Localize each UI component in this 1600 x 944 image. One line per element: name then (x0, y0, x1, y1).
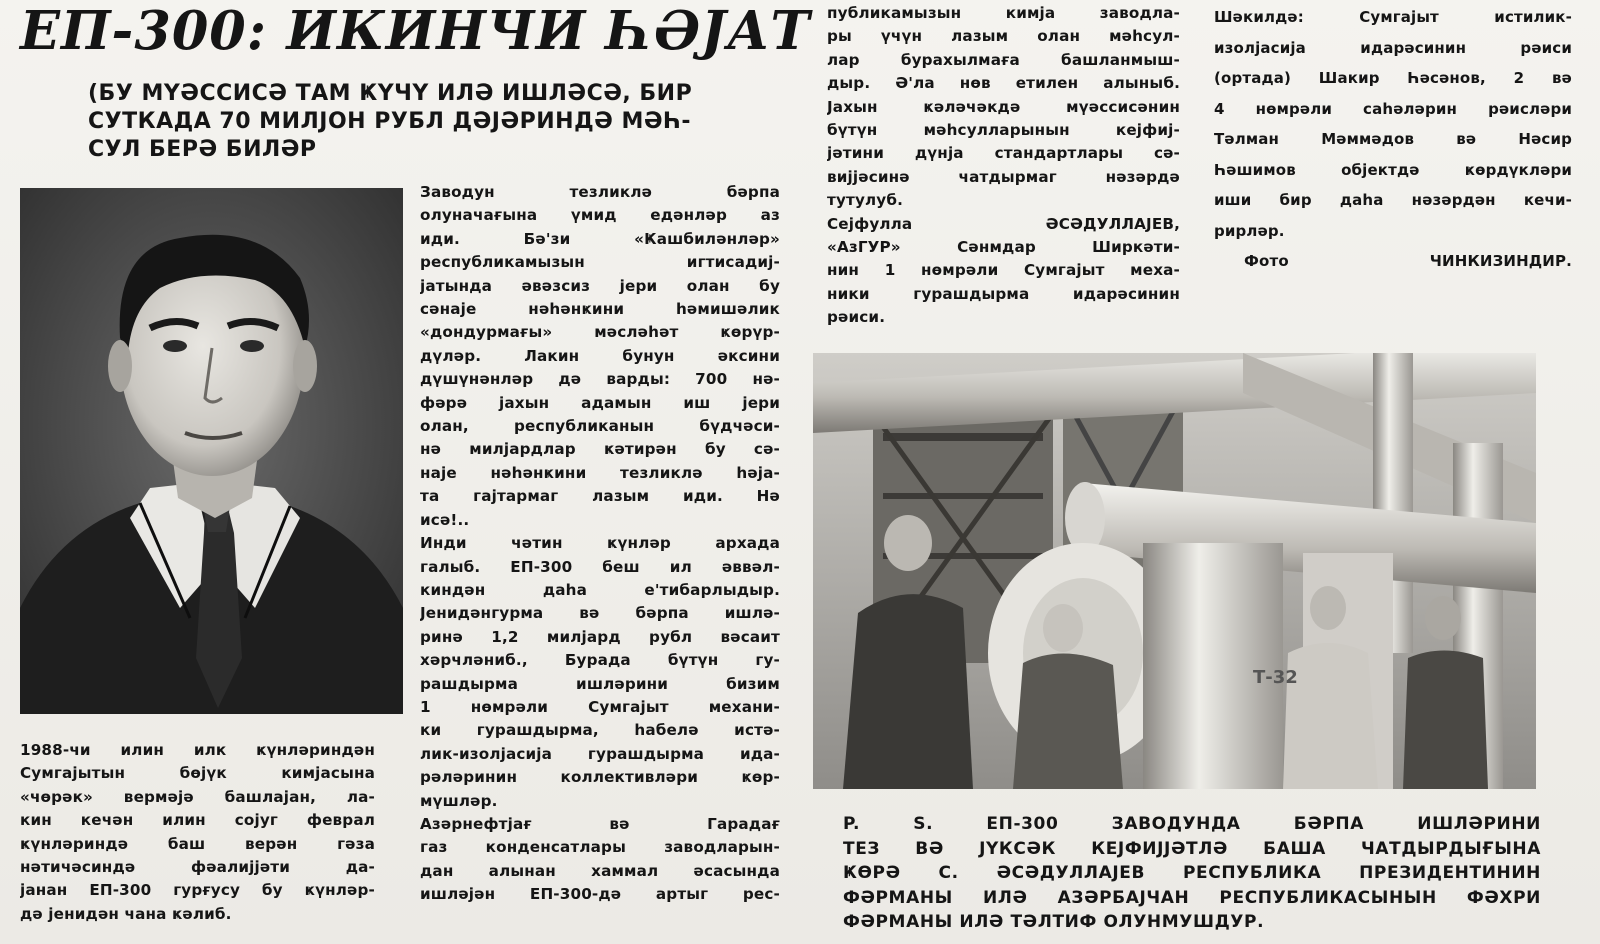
postscript (843, 812, 1541, 935)
body-line: газ конденсатлары заводларын- (420, 838, 780, 857)
body-line: тутулуб. (827, 191, 904, 210)
body-line: рәләринин коллективләри ҝөр- (420, 768, 780, 787)
subhead-line: СУЛ БЕРӘ БИЛӘР (88, 137, 317, 162)
body-line: республикамызын игтисадиј- (420, 253, 780, 272)
body-line: ры үчүн лазым олан мәһсул- (827, 27, 1180, 46)
signature-line: нин 1 нөмрәли Сумгајыт меха- (827, 261, 1180, 280)
body-line: «дондурмағы» мәсләһәт ҝөрүр- (420, 323, 780, 342)
caption-line: дә јенидән чана ҝәлиб. (20, 904, 232, 923)
body-line: нә милјардлар ҝәтирән бу сә- (420, 440, 780, 459)
ps-line: ТЕЗ ВӘ ЈҮКСӘК КЕЈФИЈЈӘТЛӘ БАША ЧАТДЫРДЫҒЫНА (843, 838, 1541, 859)
body-line: Инди чәтин ҝүнләр архада (420, 534, 780, 553)
body-line: олуначағына үмид едәнләр аз (420, 206, 780, 225)
body-line: та гајтармаг лазым иди. Нә (420, 487, 780, 506)
body-line: дүләр. Лакин бунун әксини (420, 346, 780, 365)
body-line: публикамызын кимја заводла- (827, 4, 1180, 22)
signature-line: «АзГУР» Сәнмдар Ширкәти- (827, 238, 1180, 257)
body-line: дыр. Ә'ла нөв етилен алыныб. (827, 74, 1180, 93)
body-line: мүшләр. (420, 791, 498, 810)
caption-line: нәтичәсиндә фәалијјәти да- (20, 858, 375, 877)
photo-caption-line: (ортада) Шакир Һәсәнов, 2 вә (1214, 69, 1572, 87)
body-line: Јенидәнгурма вә бәрпа ишлә- (420, 604, 780, 623)
portrait-illustration (20, 188, 403, 714)
signature-line: ники гурашдырма идарәсинин (827, 284, 1180, 303)
photo-caption-line: иши бир даһа нәзәрдән кечи- (1214, 191, 1572, 209)
body-line: ринә 1,2 милјард рубл вәсаит (420, 627, 780, 646)
photo-caption-line: Шәкилдә: Сумгајыт истилик- (1214, 8, 1572, 26)
caption-line: јанан ЕП-300 гурғусу бу ҝүнләр- (20, 881, 375, 900)
body-line: наје нәһәнҝини тезликлә һәја- (420, 463, 780, 482)
body-line: исә!.. (420, 510, 470, 529)
caption-line: кин кечән илин сојуг феврал (20, 811, 375, 830)
body-line: јатында әвәзсиз јери олан бу (420, 276, 780, 295)
author-signature (827, 213, 1180, 330)
portrait-caption (20, 739, 375, 926)
body-line: Азәрнефтјағ вә Гарадағ (420, 814, 780, 833)
headline: ЕП-300: ИКИНЧИ ҺӘЈАТ (20, 0, 811, 62)
photo-caption-line: рирләр. (1214, 221, 1285, 240)
body-line: ки гурашдырма, һабелә истә- (420, 721, 780, 740)
photo-caption-column (1214, 2, 1572, 277)
plant-illustration (813, 353, 1536, 789)
article-continuation-column (827, 2, 1180, 330)
subhead-line: СУТКАДА 70 МИЛЈОН РУБЛ ДӘЈӘРИНДӘ МӘҺ- (88, 109, 692, 134)
body-line: дүшүнәнләр дә варды: 700 нә- (420, 370, 780, 389)
ps-line: ФӘРМАНЫ ИЛӘ ТӘЛТИФ ОЛУНМУШДУР. (843, 912, 1265, 932)
body-line: ишләјән ЕП-300-дә артыг рес- (420, 885, 780, 904)
body-line: олан, республиканын бүдчәси- (420, 417, 780, 436)
body-line: бүтүн мәһсулларынын кејфиј- (827, 121, 1180, 140)
caption-line: «чөрәк» вермәјә башлајан, ла- (20, 787, 375, 806)
article-body-column (420, 181, 780, 907)
body-line: галыб. ЕП-300 беш ил әввәл- (420, 557, 780, 576)
vessel-label: Т-32 (1253, 667, 1298, 688)
body-line: хәрчләниб., Бурада бүтүн гу- (420, 651, 780, 670)
photo-caption-line: изолјасија идарәсинин рәиси (1214, 38, 1572, 57)
subhead-line: (БУ МҮӘССИСӘ ТАМ ҜҮЧҮ ИЛӘ ИШЛӘСӘ, БИР (88, 81, 693, 106)
body-line: киндән даһа е'тибарлыдыр. (420, 580, 780, 599)
caption-line: Сумгајытын бөјүк кимјасына (20, 764, 375, 783)
body-line: 1 нөмрәли Сумгајыт механи- (420, 697, 780, 716)
ps-line: P. S. ЕП-300 ЗАВОДУНДА БӘРПА ИШЛӘРИНИ (843, 814, 1541, 834)
caption-line: 1988-чи илин илк ҝүнләриндән (20, 741, 375, 759)
body-line: јәтини дүнја стандартлары сә- (827, 144, 1180, 163)
body-line: Јахын ҝәләчәкдә мүәссисәнин (827, 97, 1180, 116)
signature-line: Сејфулла ӘСӘДУЛЛАЈЕВ, (827, 214, 1180, 233)
caption-line: ҝүнләриндә баш верән гәза (20, 834, 375, 853)
subheadline (88, 80, 788, 164)
photo-credit: Фото ЧИНКИЗИНДИР. (1244, 252, 1572, 270)
body-line: фәрә јахын адамын иш јери (420, 393, 780, 412)
body-line: иди. Бә'зи «Ҝашбиләнләр» (420, 229, 780, 248)
photo-caption-line: 4 нөмрәли саһәләрин рәисләри (1214, 99, 1572, 118)
ps-line: ФӘРМАНЫ ИЛӘ АЗӘРБАЈЧАН РЕСПУБЛИКАСЫНЫН ФӘХРИ (843, 887, 1541, 908)
photo-caption-line: Һәшимов објектдә ҝөрдүкләри (1214, 160, 1572, 179)
body-line: лар бурахылмаға башланмыш- (827, 50, 1180, 69)
body-line: рашдырма ишләрини бизим (420, 674, 780, 693)
photo-caption-line: Тәлман Мәммәдов вә Нәсир (1214, 130, 1572, 148)
body-line: лик-изолјасија гурашдырма ида- (420, 744, 780, 763)
plant-photo (813, 353, 1536, 789)
signature-line: рәиси. (827, 308, 886, 327)
body-line: сәнаје нәһәнҝини һәмишәлик (420, 300, 780, 319)
portrait-photo (20, 188, 403, 714)
body-line: дан алынан хаммал әсасында (420, 861, 780, 880)
body-line: Заводун тезликлә бәрпа (420, 183, 780, 201)
body-line: вијјәсинә чатдырмаг нәзәрдә (827, 167, 1180, 186)
ps-line: ҜӨРӘ С. ӘСӘДУЛЛАЈЕВ РЕСПУБЛИКА ПРЕЗИДЕНТИНИН (843, 863, 1541, 883)
